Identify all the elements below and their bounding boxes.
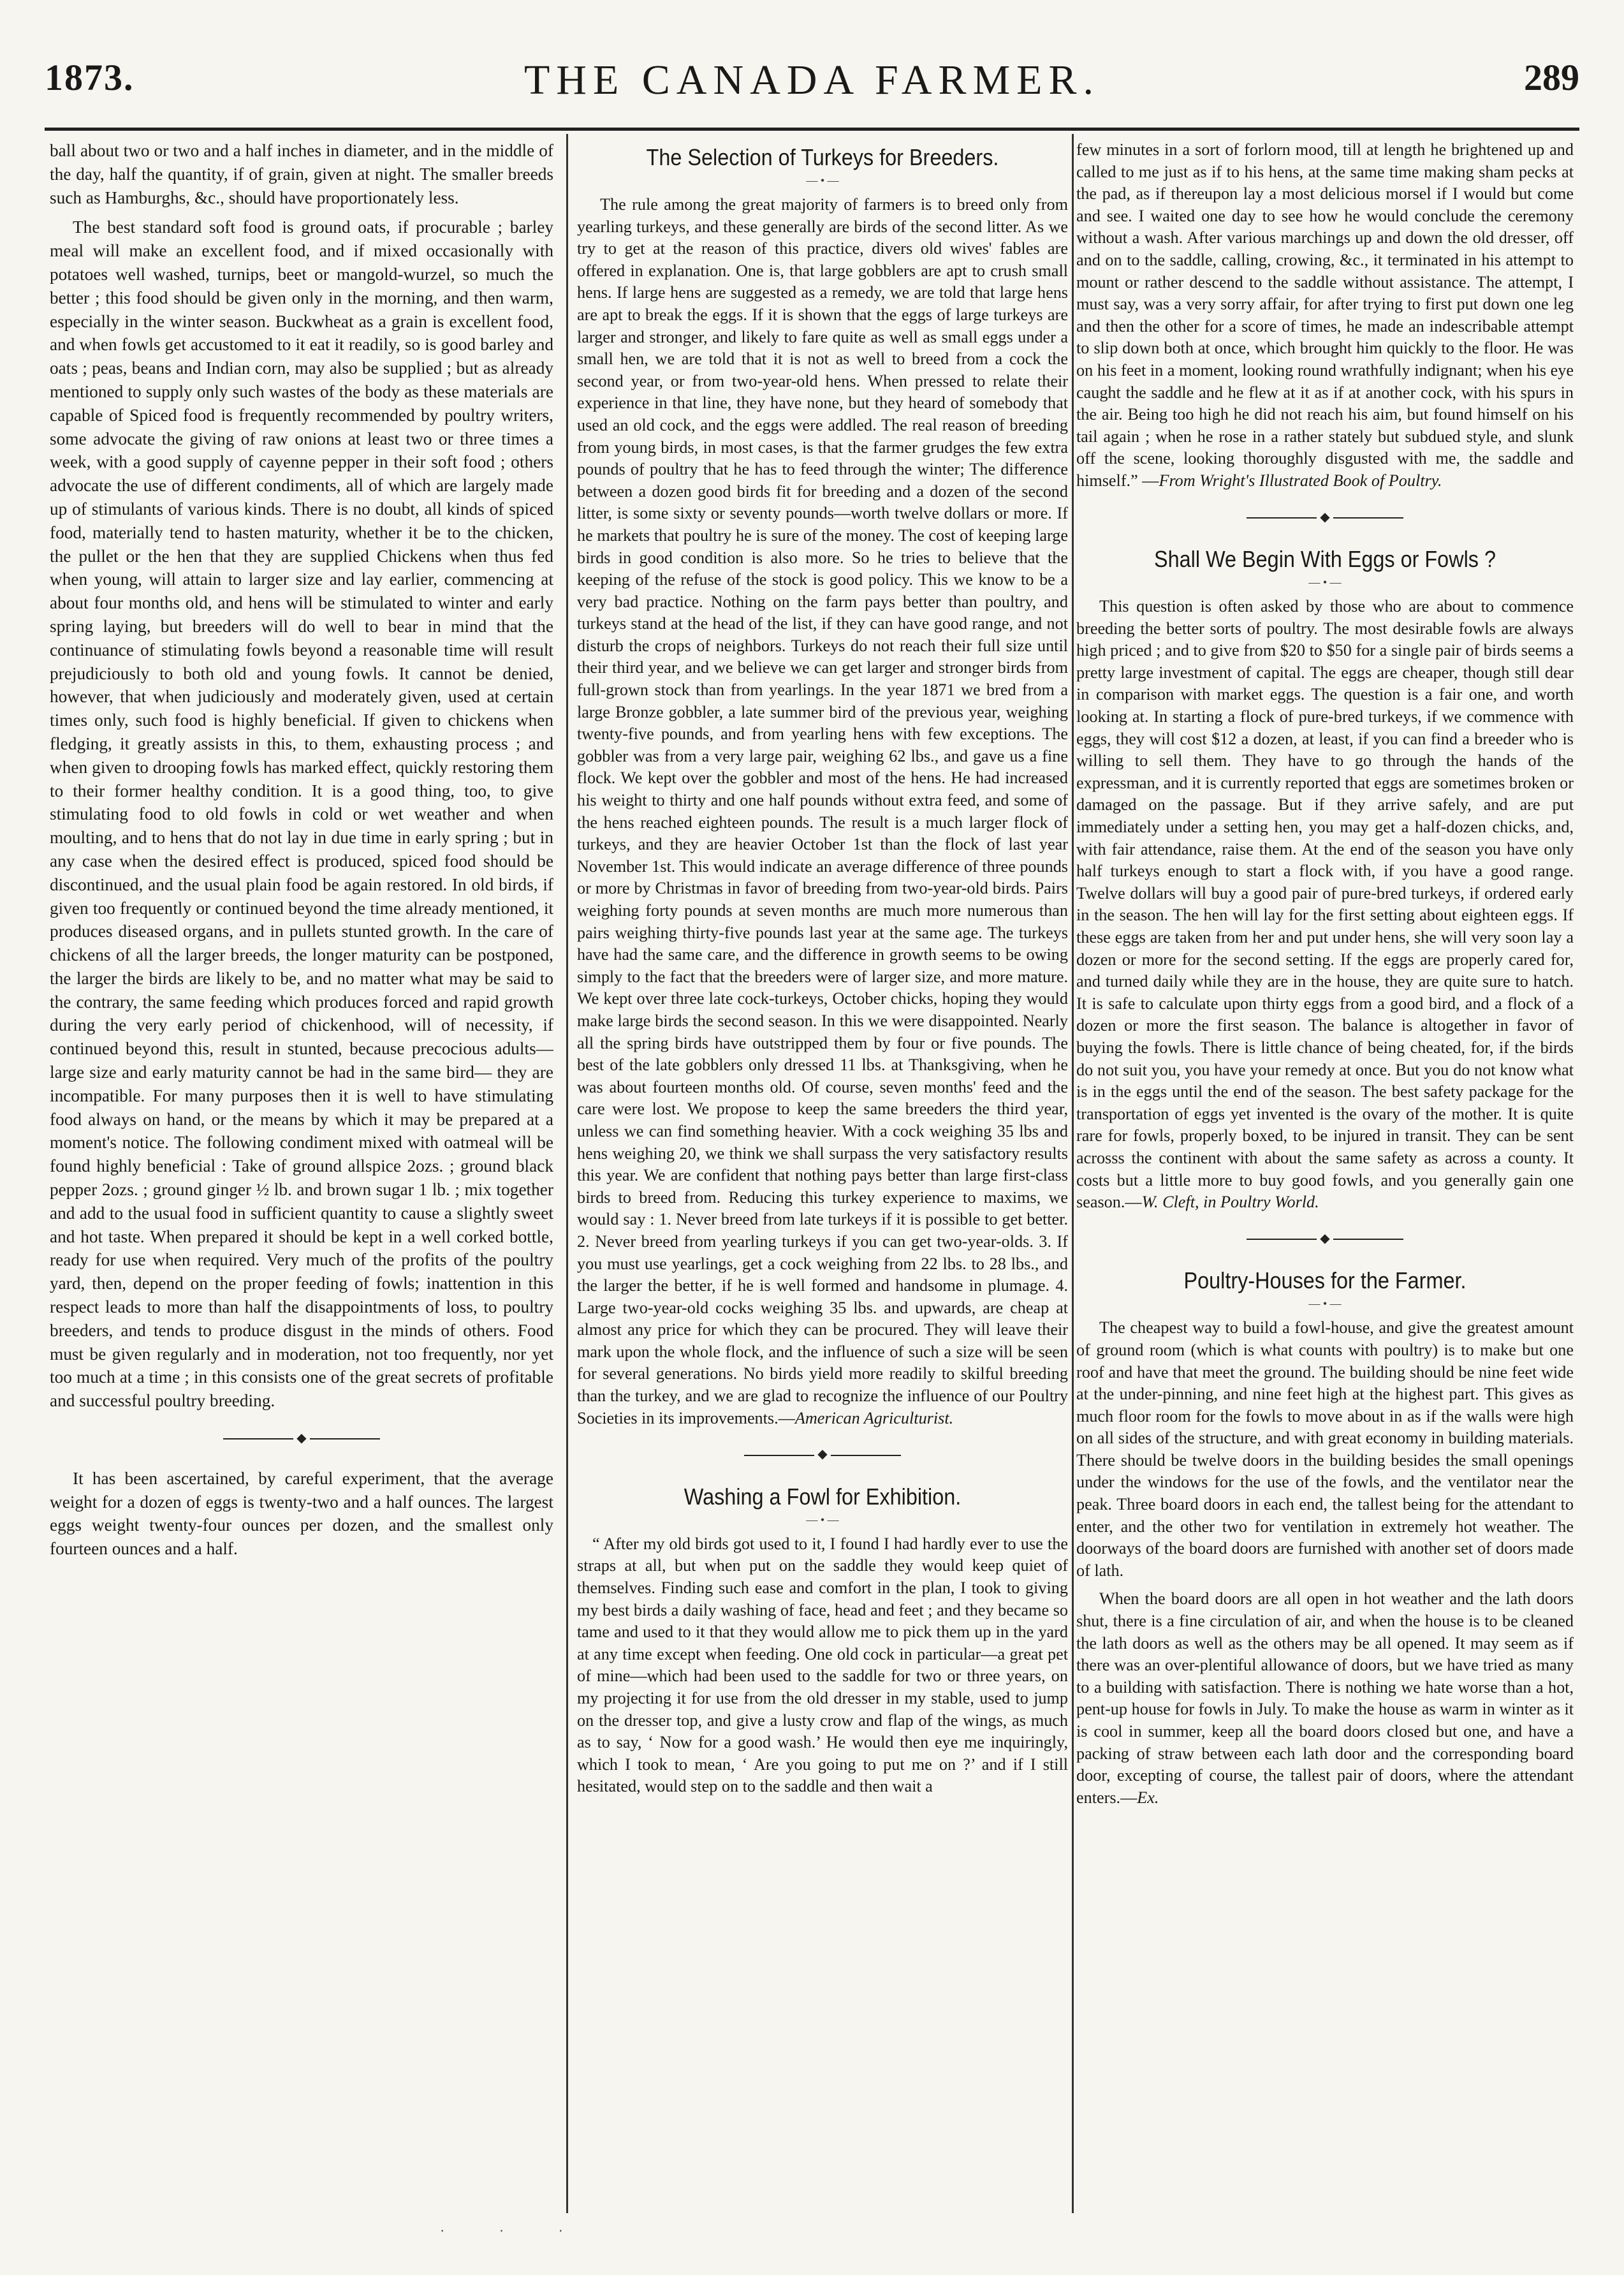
- issue-year: 1873.: [45, 57, 135, 98]
- masthead-rule: [45, 128, 1579, 131]
- article-paragraph: The cheapest way to build a fowl-house, and give the greatest amount of ground room (which is what counts with poultry) is to make but one roof and have that meet the ground. The building should be nine feet wide at the under-pinning, and nine feet high at the highest part. This gives as much floor room for the fowls to move about in as if the walls were high on all sides of the structure, and with great economy in building materials. There should be twelve doors in the building besides the small openings under the windows for the use of the fowls, and the ventilator near the peak. Three board doors in each end, the tallest being for the attendant to enter, and the other two for ventilation in extremely hot weather. The doorways of the board doors are furnished with another set of doors made of lath.: [1076, 1318, 1574, 1580]
- section-divider: ◆: [577, 1443, 1068, 1466]
- article-source: American Agriculturist.: [794, 1408, 954, 1427]
- article-heading: The Selection of Turkeys for Breeders.: [646, 144, 999, 170]
- masthead: [45, 56, 1579, 126]
- heading-ornament: — • —: [1308, 1297, 1342, 1311]
- heading-ornament: — • —: [1308, 576, 1342, 589]
- article-source: Ex.: [1137, 1788, 1159, 1807]
- column-right: [1076, 139, 1574, 2199]
- article-paragraph: When the board doors are all open in hot weather and the lath doors shut, there is a fine circulation of air, and when the house is to be cleaned the lath doors as well as the others may be all opened. It may seem as if there was an over-plentiful allowance of doors, but we have tried as many to a building with satisfaction. There is nothing we hate worse than a hot, pent-up house for fowls in July. To make the house as warm in winter as it is cool in summer, keep all the board doors closed but one, and have a packing of straw between each lath door and the corresponding board door, excepting of course, the tallest pair of doors, where the attendant enters.—Ex.: [1076, 1589, 1574, 1807]
- column-divider: [566, 134, 568, 2213]
- article-paragraph: few minutes in a sort of forlorn mood, till at length he brightened up and called to me just as if to his hens, at the same time making sham pecks at the pad, as if thereupon lay a most delicious morsel if I would but come and see. I waited one day to see how he would conclude the ceremony without a wash. After various marchings up and down the old dresser, off and on to the saddle, calling, crowing, &c., it terminated in his attempt to mount or rather descend to the saddle without assistance. The attempt, I must say, was a very sorry affair, for after trying to first put down one leg and then the other for a score of times, he made an indescribable attempt to slip down both at once, which brought him quickly to the floor. He was on his feet in a moment, looking round wrathfully indignant; when his eye caught the saddle and he flew at it as if at another cock, with his spurs in the air. Being too high he did not reach his aim, but found himself on his tail again ; when he rose in a rather stately but subdued style, and slunk off the scene, looking thoroughly disgusted with me, the saddle and himself.” —From Wright's Illustrated Book of Poultry.: [1076, 140, 1574, 490]
- article-paragraph: ball about two or two and a half inches in diameter, and in the middle of the day, half the quantity, if of grain, given at night. The smaller breeds such as Hamburghs, &c., should have proportionately less.: [50, 141, 553, 207]
- section-divider: ◆: [50, 1427, 553, 1450]
- article-heading: Shall We Begin With Eggs or Fowls ?: [1153, 546, 1496, 573]
- article-paragraph: The best standard soft food is ground oats, if procurable ; barley meal will make an excellent food, and if mixed occasionally with potatoes well washed, turnips, beet or mangold-wurzel, so much the better ; this food should be given only in the morning, and then warm, especially in the winter season. Buckwheat as a grain is excellent food, and when fowls get accustomed to it eat it readily, so is good barley and oats ; peas, beans and Indian corn, may also be supplied ; but as already mentioned to supply only such wastes of the body as these materials are capable of Spiced food is frequently recommended by poultry writers, some advocate the giving of raw onions at least two or three times a week, with a good supply of cayenne pepper in their soft food ; others advocate the use of different condiments, all of which are largely made up of stimulants of various kinds. There is no doubt, all kinds of spiced food, materially tend to hasten maturity, whether it be to the chicken, the pullet or the hen that they are supplied Chickens when thus fed when young, will attain to larger size and lay earlier, commencing at about four months old, and hens will be stimulated to winter and early spring laying, but breeders will do well to bear in mind that the continuance of stimulating fowls beyond a reasonable time will result prejudiciously to both old and young fowls. It cannot be denied, however, that when judiciously and moderately given, used at certain times only, such food is highly beneficial. If given to chickens when fledging, it greatly assists in this, to them, exhausting process ; and when given to drooping fowls has marked effect, quickly restoring them to their former healthy condition. It is a good thing, too, to give stimulating food to old fowls in cold or wet weather and when moulting, and to hens that do not lay in due time in early spring ; but in any case when the desired effect is produced, spiced food should be discontinued, and the usual plain food be again restored. In old birds, if given too frequently or continued beyond the time already mentioned, it produces diseased organs, and in pullets stunted growth. In the care of chickens of all the larger breeds, the longer maturity can be postponed, the larger the birds are likely to be, and no matter what may be said to the contrary, the same feeding which produces forced and rapid growth during the very early period of chickenhood, will of necessity, if continued beyond this, result in stunted, because precocious adults— large size and early maturity cannot be had in the same bird— they are incompatible. For many purposes then it is well to have stimulating food always on hand, or the means by which it may be prepared at a moment's notice. The following condiment mixed with oatmeal will be found highly beneficial : Take of ground allspice 2ozs. ; ground black pepper 2ozs. ; ground ginger ½ lb. and brown sugar 1 lb. ; mix together and add to the usual food in sufficient quantity to cause a slightly sweet and hot taste. When prepared it should be kept in a well corked bottle, ready for use when required. Very much of the profits of the poultry yard, then, depend on the proper feeding of fowls; inattention in this respect leads to more than half the disappointments of loss, to poultry breeders, and tends to produce disgust in the minds of others. Food must be given regularly and in moderation, not too frequently, nor yet too much at a time ; in this consists one of the great secrets of profitable and successful poultry breeding.: [50, 217, 553, 1411]
- article-source: From Wright's Illustrated Book of Poultry.: [1159, 471, 1442, 490]
- column-divider: [1072, 134, 1074, 2213]
- section-divider: ◆: [1076, 506, 1574, 529]
- column-middle: [577, 139, 1068, 2199]
- article-paragraph: The rule among the great majority of farmers is to breed only from yearling turkeys, and these generally are birds of the second litter. As we try to get at the reason of this practice, divers old wives' fables are offered in explanation. One is, that large gobblers are apt to crush small hens. If large hens are suggested as a remedy, we are told that large hens are apt to break the eggs. If it is shown that the eggs of large turkeys are larger and stronger, and likely to fare quite as well as small eggs under a small hen, we are told that it is not as well to breed from a cock the second year, or from two-year-old hens. When pressed to relate their experience in that line, they have none, but they heard of somebody that used an old cock, and the eggs were addled. The real reason of breeding from young birds, in most cases, is that the farmer grudges the few extra pounds of poultry that he has to feed through the winter; The difference between a dozen good birds fit for breeding and a dozen of the second litter, is some sixty or seventy pounds—worth twelve dollars or more. If he markets that poultry he is sure of the money. The cost of keeping large birds in good condition is also more. So he tries to believe that the keeping of the refuse of the stock is good policy. This we know to be a very bad practice. Nothing on the farm pays better than poultry, and turkeys stand at the head of the list, if they can have good range, and not disturb the crops of neighbors. Turkeys do not reach their full size until their third year, and we believe we can get larger and stronger birds from full-grown stock than from yearlings. In the year 1871 we bred from a large Bronze gobbler, a late summer bird of the previous year, weighing twenty-five pounds, and from yearling hens with few exceptions. The gobbler was from a very large pair, weighing 62 lbs., and gave us a fine flock. We kept over the gobbler and most of the hens. He had increased his weight to thirty and one half pounds without extra feed, and some of the hens reached eighteen pounds. The result is a much larger flock of turkeys, and they are heavier October 1st than the flock of last year November 1st. This would indicate an average difference of three pounds or more by Christmas in favor of breeding from two-year-old birds. Pairs weighing forty pounds at seven months are much more numerous than pairs weighing thirty-five pounds last year at the same age. The turkeys have had the same care, and the difference in growth seems to be owing simply to the fact that the breeders were of larger size, and more mature. We kept over three late cock-turkeys, October chicks, hoping they would make large birds the second season. In this we were disappointed. Nearly all the spring birds have outstripped them by four or five pounds. The best of the late gobblers only dressed 11 lbs. at Thanksgiving, when he was about fourteen months old. Of course, seven months' feed and the care were lost. We propose to keep the same breeders the third year, unless we can find something heavier. With a cock weighing 35 lbs and hens weighing 20, we think we shall surpass the very satisfactory results this year. We are confident that nothing pays better than large first-class birds to breed from. Reducing this turkey experience to maxims, we would say : 1. Never breed from late turkeys if it is possible to get better. 2. Never breed from yearling turkeys if you can get two-year-olds. 3. If you must use yearlings, get a cock weighing from 22 lbs. to 28 lbs., and the larger the better, if he is well formed and handsome in plumage. 4. Large two-year-old cocks weighing 35 lbs. and upwards, are cheap at almost any price for which they can be procured. They will leave their mark upon the whole flock, and the influence of such a size will be seen for several generations. No birds yield more readily to skilful breeding than the turkey, and we are glad to recognize the influence of our Poultry Societies in its improvements.—American Agriculturist.: [577, 195, 1068, 1427]
- page-bottom-marks: · · ·: [440, 2223, 589, 2239]
- article-source: W. Cleft, in Poultry World.: [1141, 1193, 1319, 1212]
- heading-ornament: — • —: [806, 1513, 839, 1526]
- heading-ornament: — • —: [806, 174, 839, 187]
- page-number: 289: [1524, 57, 1579, 98]
- newspaper-title: THE CANADA FARMER.: [523, 57, 1100, 103]
- column-left: [50, 139, 553, 2199]
- article-paragraph: “ After my old birds got used to it, I found I had hardly ever to use the straps at all, but when put on the saddle they would keep quiet of themselves. Finding such ease and comfort in the plan, I took to giving my best birds a daily washing of face, head and feet ; and they became so tame and used to it that they would allow me to pick them up in the yard at any time except when feeding. One old cock in particular—a great pet of mine—which had been used to the saddle for two or three years, on my projecting it for use from the old dresser in my stable, used to jump on the dresser top, and give a lusty crow and flap of the wings, as much as to say, ‘ Now for a good wash.’ He would then eye me inquiringly, which I took to mean, ‘ Are you going to put me on ?’ and if I still hesitated, would step on to the saddle and then wait a: [577, 1534, 1068, 1796]
- section-divider: ◆: [1076, 1228, 1574, 1250]
- article-paragraph: It has been ascertained, by careful experiment, that the average weight for a dozen of eggs is twenty-two and a half ounces. The largest eggs weight twenty-four ounces per dozen, and the smallest only fourteen ounces and a half.: [50, 1468, 553, 1559]
- article-heading: Washing a Fowl for Exhibition.: [684, 1483, 962, 1510]
- article-heading: Poultry-Houses for the Farmer.: [1183, 1267, 1467, 1294]
- article-paragraph: This question is often asked by those who are about to commence breeding the better sorts of poultry. The most desirable fowls are always high priced ; and to give from $20 to $50 for a single pair of birds seems a pretty large investment of capital. The eggs are cheaper, though still dear in comparison with market eggs. The question is a fair one, and worth looking at. In starting a flock of pure-bred turkeys, if we commence with eggs, they will cost $12 a dozen, at least, if you can find a breeder who is willing to sell them. They have to go through the hands of the expressman, and it is currently reported that eggs are sometimes broken or damaged on the passage. But if they arrive safely, and are put immediately under a setting hen, you may get a half-dozen chicks, and, with fair attendance, raise them. At the end of the season you have only half turkeys enough to start a flock with, if you have a good range. Twelve dollars will buy a good pair of pure-bred turkeys, if ordered early in the season. The hen will lay for the first setting about eighteen eggs. If these eggs are taken from her and put under hens, she will very soon lay a dozen or more for the second setting. If the eggs are properly cared for, and turned daily while they are in the house, they are quite sure to hatch. It is safe to calculate upon thirty eggs from a good bird, and a flock of a dozen or more the first season. The balance is altogether in favor of buying the fowls. There is little chance of being cheated, for, if the birds do not suit you, you have your remedy at once. But you do not know what is in the eggs until the end of the season. The best safety package for the transportation of eggs yet invented is the ovary of the mother. It is quite rare for fowls, properly boxed, to be injured in transit. They can be sent acrosss the continent with about the same safety as across a county. It costs but a little more to buy good fowls, and you generally gain one season.—W. Cleft, in Poultry World.: [1076, 597, 1574, 1212]
